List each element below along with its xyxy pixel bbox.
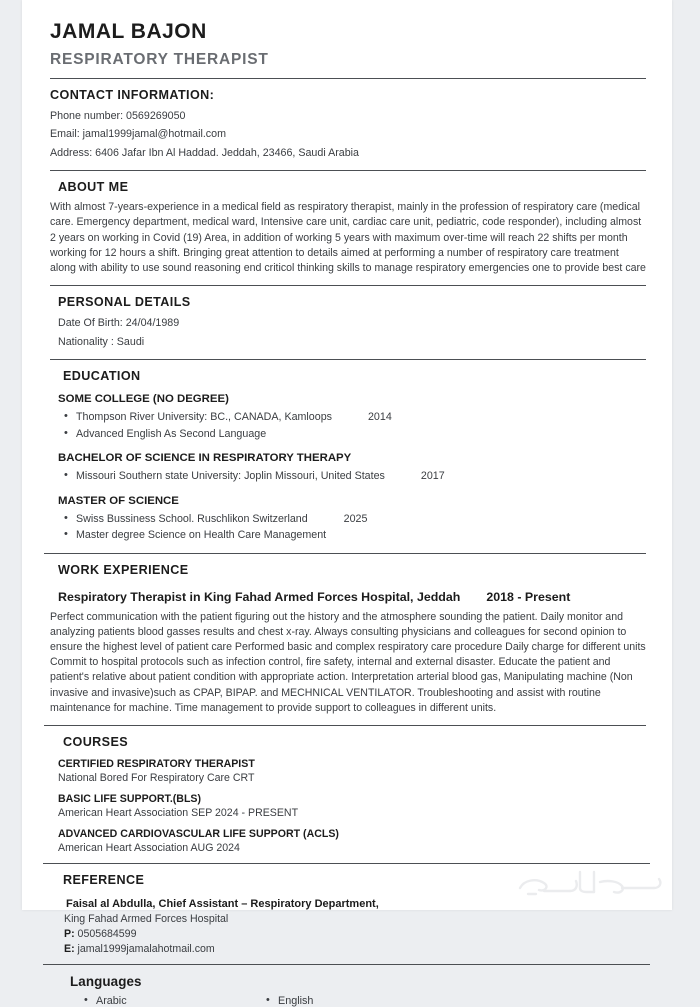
work-position-title: Respiratory Therapist in King Fahad Armed Forces Hospital, Jeddah (58, 589, 461, 604)
personal-dob: Date Of Birth: 24/04/1989 (58, 317, 180, 330)
divider-education (50, 359, 646, 360)
divider-about (50, 170, 646, 171)
section-heading-courses: COURSES (63, 734, 129, 749)
list-item (76, 410, 646, 426)
candidate-job-title: RESPIRATORY THERAPIST (50, 51, 269, 68)
contact-phone: Phone number: 0569269050 (50, 110, 186, 122)
divider-reference (43, 863, 650, 864)
education-list (50, 469, 646, 485)
list-item (76, 469, 646, 485)
languages-list (50, 995, 646, 1007)
reference-organization: King Fahad Armed Forces Hospital (64, 912, 229, 925)
contact-email: Email: jamal1999jamal@hotmail.com (50, 128, 226, 141)
education-degree-title: MASTER OF SCIENCE (58, 494, 179, 507)
about-text: With almost 7-years-experience in a medical field as respiratory therapist, mainly in the profession of respiratory care (medical care. Emergency department, medical ward, Intensive care unit, cardiac care unit, pediatric, code responder), including almost 2 years on working in Covid (19) Area, in addition of working 5 years with maximum over-time will reach 22 shifts per month working for 12 hours a shift. Bringing great attention to details aimed at performing a number of respiratory care treatment along with ability to use sound reasoning end criticol thinking skills to manage respiratory emergencies one to provide best care (50, 201, 646, 275)
education-item-year: 2025 (343, 512, 368, 525)
reference-email-row (64, 943, 646, 955)
divider-courses (44, 725, 646, 726)
education-item-text: Advanced English As Second Language (76, 427, 267, 440)
reference-name: Faisal al Abdulla, Chief Assistant – Respiratory Department, (66, 897, 379, 910)
education-item-year: 2014 (367, 411, 392, 424)
education-list (50, 410, 646, 442)
contact-address: Address: 6406 Jafar Ibn Al Haddad. Jeddah, 23466, Saudi Arabia (50, 146, 359, 159)
resume-page (22, 0, 672, 1007)
section-heading-contact: CONTACT INFORMATION: (50, 88, 215, 102)
section-heading-reference: REFERENCE (63, 872, 145, 887)
education-item-text: Master degree Science on Health Care Management (76, 529, 327, 542)
work-dates: 2018 - Present (486, 589, 571, 604)
course-organization: American Heart Association AUG 2024 (58, 841, 240, 854)
divider-personal (50, 285, 646, 286)
reference-phone-value: 0505684599 (77, 927, 137, 940)
education-item-year: 2017 (420, 470, 445, 483)
reference-phone-label: P: (64, 927, 75, 940)
education-degree-title: SOME COLLEGE (NO DEGREE) (58, 393, 229, 406)
resume-content (22, 20, 672, 1007)
list-item: • English (278, 995, 460, 1007)
work-description: Perfect communication with the patient figuring out the history and the atmosphere sounding the patient. Daily monitor and analyzing patients blood gasses results and chest x-ray. Always consulting physicians and colleagues for second opinion to ensure the highest level of patient care Performed basic and complex respiratory care procedure Daily charge for different units Commit to hospital protocols such as infection control, fire safety, internal and external disaster. Educate the patient and patient's relative about patient condition with appropriate action. Interpretation arterial blood gas, Manipulating machine (Non invasive and invasive)such as CPAP, BIPAP. and MECHNICAL VENTILATOR. Troubleshooting and assist with routine maintenance for machine. Time management to provide support to colleagues in different units. (50, 610, 646, 714)
education-item-text: Swiss Bussiness School. Ruschlikon Switzerland (76, 512, 308, 525)
reference-phone-row (64, 928, 646, 940)
course-organization: National Bored For Respiratory Care CRT (58, 771, 255, 784)
education-degree-title: BACHELOR OF SCIENCE IN RESPIRATORY THERAPY (58, 452, 352, 465)
list-item (76, 512, 646, 528)
education-item-text: Thompson River University: BC., CANADA, Kamloops (76, 411, 332, 424)
section-heading-about: ABOUT ME (58, 180, 129, 195)
reference-email-label: E: (64, 942, 75, 955)
course-title: ADVANCED CARDIOVASCULAR LIFE SUPPORT (ACLS) (58, 827, 339, 840)
course-organization: American Heart Association SEP 2024 - PRESENT (58, 806, 299, 819)
candidate-name: JAMAL BAJON (50, 20, 207, 43)
list-item (76, 427, 646, 443)
work-position-row (58, 590, 646, 604)
divider-contact (50, 78, 646, 79)
personal-nationality: Nationality : Saudi (58, 335, 145, 348)
education-item-text: Missouri Southern state University: Joplin Missouri, United States (76, 470, 385, 483)
section-heading-languages: Languages (70, 973, 142, 989)
section-heading-education: EDUCATION (63, 369, 141, 384)
section-heading-work: WORK EXPERIENCE (58, 562, 189, 577)
list-item: • Arabic (96, 995, 278, 1007)
section-heading-personal: PERSONAL DETAILS (58, 295, 191, 310)
course-title: BASIC LIFE SUPPORT.(BLS) (58, 792, 202, 805)
reference-email-value: jamal1999jamalahotmail.com (77, 942, 215, 955)
divider-work (44, 553, 646, 554)
divider-languages (43, 964, 650, 965)
list-item (76, 528, 646, 544)
education-list (50, 512, 646, 544)
course-title: CERTIFIED RESPIRATORY THERAPIST (58, 757, 255, 770)
